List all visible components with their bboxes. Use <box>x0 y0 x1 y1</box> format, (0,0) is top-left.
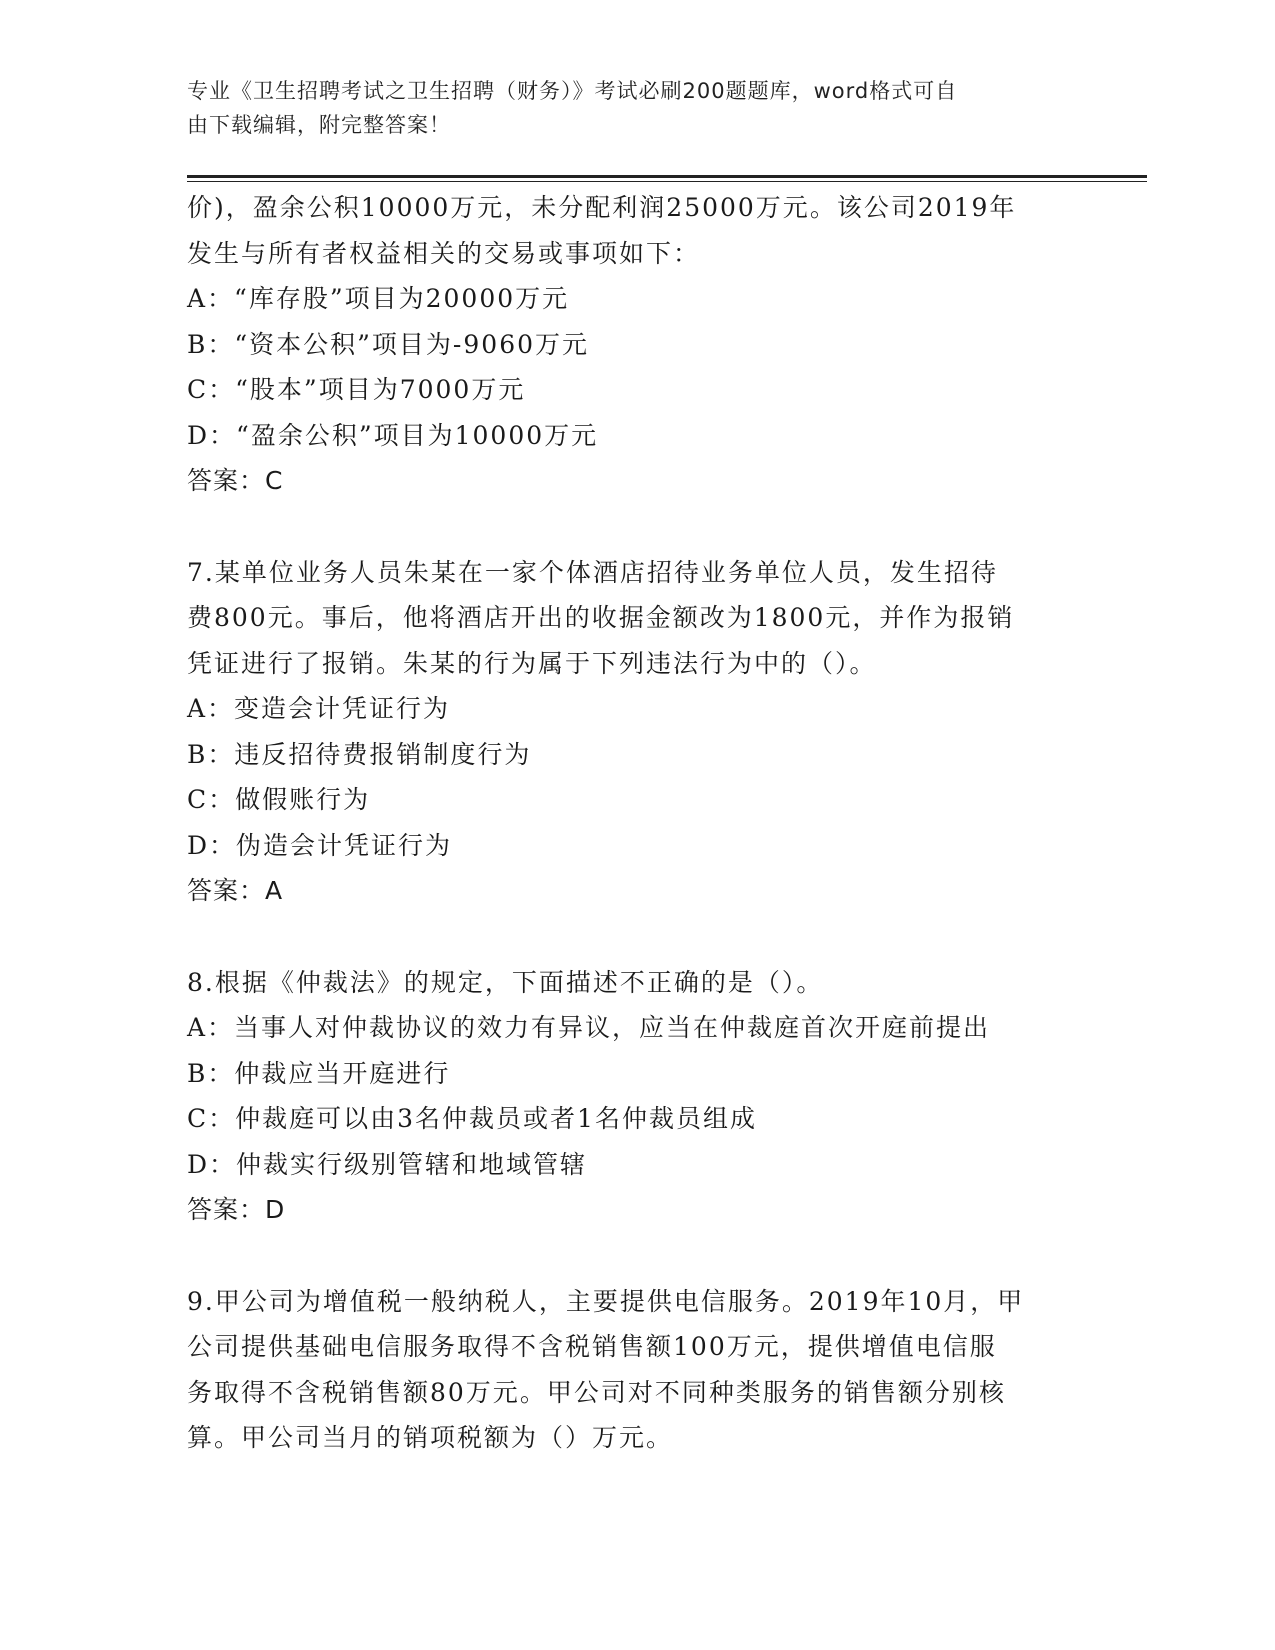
question-8 <box>187 960 1087 1233</box>
option-c: C：仲裁庭可以由3名仲裁员或者1名仲裁员组成 <box>187 1104 757 1133</box>
header-divider <box>187 175 1147 178</box>
question-text: 价)，盈余公积10000万元，未分配利润25000万元。该公司2019年 <box>187 193 1017 222</box>
answer: 答案：D <box>187 1195 286 1224</box>
header-line: 由下载编辑，附完整答案！ <box>187 113 451 137</box>
question-text: 8.根据《仲裁法》的规定，下面描述不正确的是（）。 <box>187 967 824 997</box>
option-b: B：仲裁应当开庭进行 <box>187 1058 451 1088</box>
question-text: 凭证进行了报销。朱某的行为属于下列违法行为中的（）。 <box>187 648 877 678</box>
document-body <box>187 185 1087 1461</box>
question-text: 9.甲公司为增值税一般纳税人，主要提供电信服务。2019年10月，甲 <box>187 1286 1025 1316</box>
answer: 答案：C <box>187 466 284 495</box>
question-text: 算。甲公司当月的销项税额为（）万元。 <box>187 1423 674 1452</box>
question-text: 公司提供基础电信服务取得不含税销售额100万元，提供增值电信服 <box>187 1332 997 1361</box>
option-d: D：仲裁实行级别管辖和地域管辖 <box>187 1149 588 1179</box>
option-b: B：违反招待费报销制度行为 <box>187 739 532 769</box>
option-a: A：变造会计凭证行为 <box>187 694 451 723</box>
option-a: A：当事人对仲裁协议的效力有异议，应当在仲裁庭首次开庭前提出 <box>187 1013 991 1042</box>
question-text: 发生与所有者权益相关的交易或事项如下： <box>187 238 701 268</box>
question-text: 费800元。事后，他将酒店开出的收据金额改为1800元，并作为报销 <box>187 603 1015 632</box>
option-c: C：做假账行为 <box>187 785 371 814</box>
header-divider-thin <box>187 181 1147 182</box>
question-text: 务取得不含税销售额80万元。甲公司对不同种类服务的销售额分别核 <box>187 1377 1006 1407</box>
answer: 答案：A <box>187 876 284 905</box>
question-6-tail <box>187 185 1087 504</box>
option-d: D：伪造会计凭证行为 <box>187 830 453 860</box>
question-7 <box>187 550 1087 914</box>
document-header <box>187 74 1087 142</box>
option-b: B：“资本公积”项目为-9060万元 <box>187 329 590 359</box>
header-line: 专业《卫生招聘考试之卫生招聘（财务）》考试必刷200题题库，word格式可自 <box>187 79 958 103</box>
option-c: C：“股本”项目为7000万元 <box>187 375 526 404</box>
option-d: D：“盈余公积”项目为10000万元 <box>187 420 599 450</box>
question-9 <box>187 1279 1087 1461</box>
option-a: A：“库存股”项目为20000万元 <box>187 284 570 313</box>
question-text: 7.某单位业务人员朱某在一家个体酒店招待业务单位人员，发生招待 <box>187 557 998 587</box>
